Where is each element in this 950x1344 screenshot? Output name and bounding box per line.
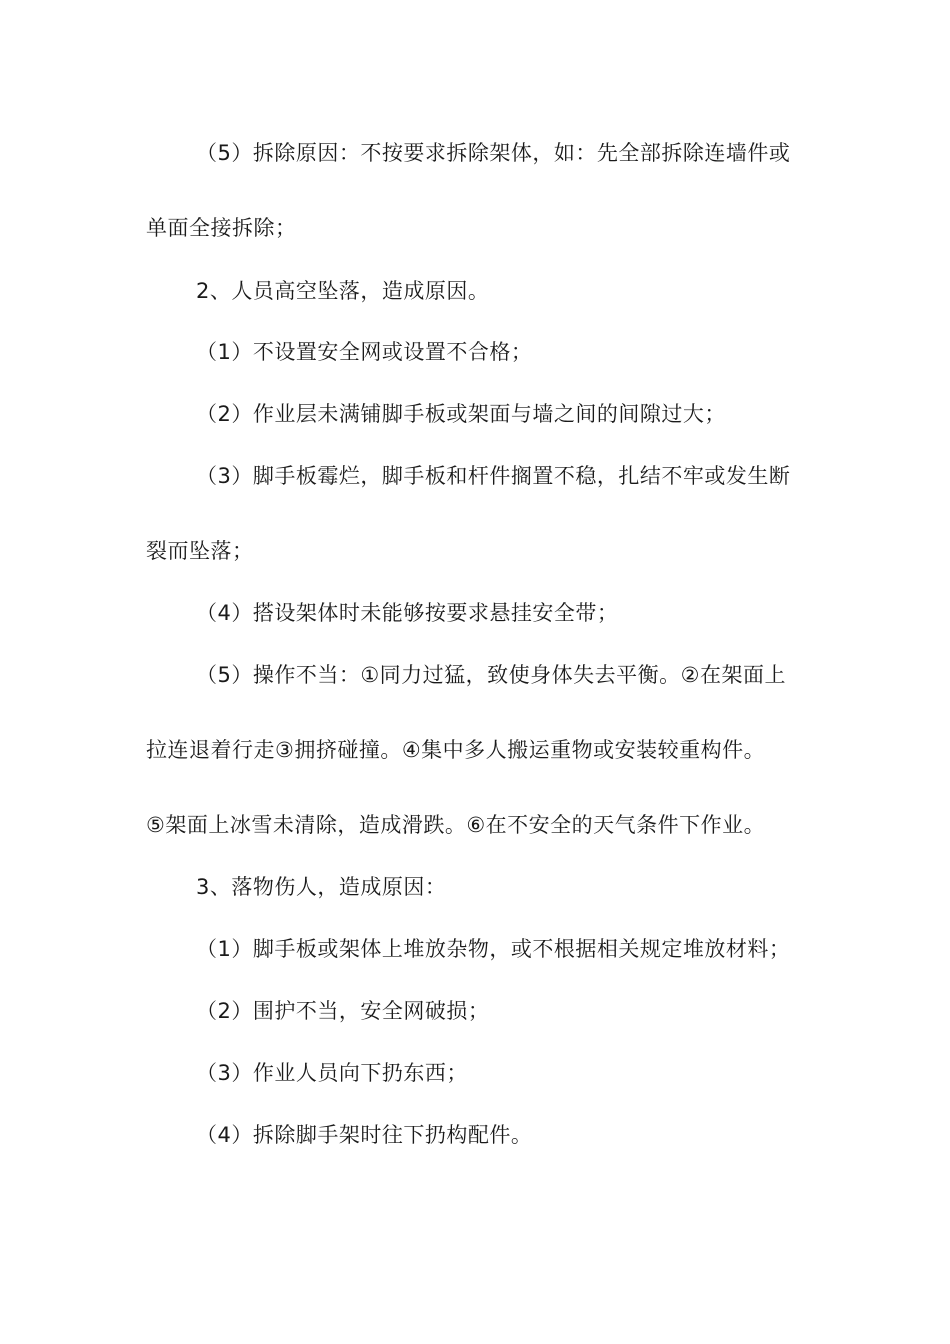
paragraph-line: 单面全接拆除；	[146, 216, 297, 240]
paragraph-line: （5）操作不当：①同力过猛，致使身体失去平衡。②在架面上	[196, 663, 787, 687]
paragraph-line: ⑤架面上冰雪未清除，造成滑跌。⑥在不安全的天气条件下作业。	[146, 813, 766, 837]
section-heading: 3、落物伤人，造成原因：	[196, 875, 447, 899]
paragraph-line: 裂而坠落；	[146, 539, 254, 563]
paragraph-line: （5）拆除原因：不按要求拆除架体，如：先全部拆除连墙件或	[196, 141, 791, 165]
paragraph-line: （4）搭设架体时未能够按要求悬挂安全带；	[196, 601, 619, 625]
paragraph-line: （2）围护不当，安全网破损；	[196, 999, 490, 1023]
paragraph-line: （4）拆除脚手架时往下扔构配件。	[196, 1123, 533, 1147]
paragraph-line: （1）脚手板或架体上堆放杂物，或不根据相关规定堆放材料；	[196, 937, 791, 961]
section-heading: 2、人员高空坠落，造成原因。	[196, 279, 490, 303]
paragraph-line: （3）作业人员向下扔东西；	[196, 1061, 468, 1085]
paragraph-line: （2）作业层未满铺脚手板或架面与墙之间的间隙过大；	[196, 402, 726, 426]
paragraph-line: （1）不设置安全网或设置不合格；	[196, 340, 533, 364]
paragraph-line: （3）脚手板霉烂，脚手板和杆件搁置不稳，扎结不牢或发生断	[196, 464, 791, 488]
paragraph-line: 拉连退着行走③拥挤碰撞。④集中多人搬运重物或安装较重构件。	[146, 738, 766, 762]
